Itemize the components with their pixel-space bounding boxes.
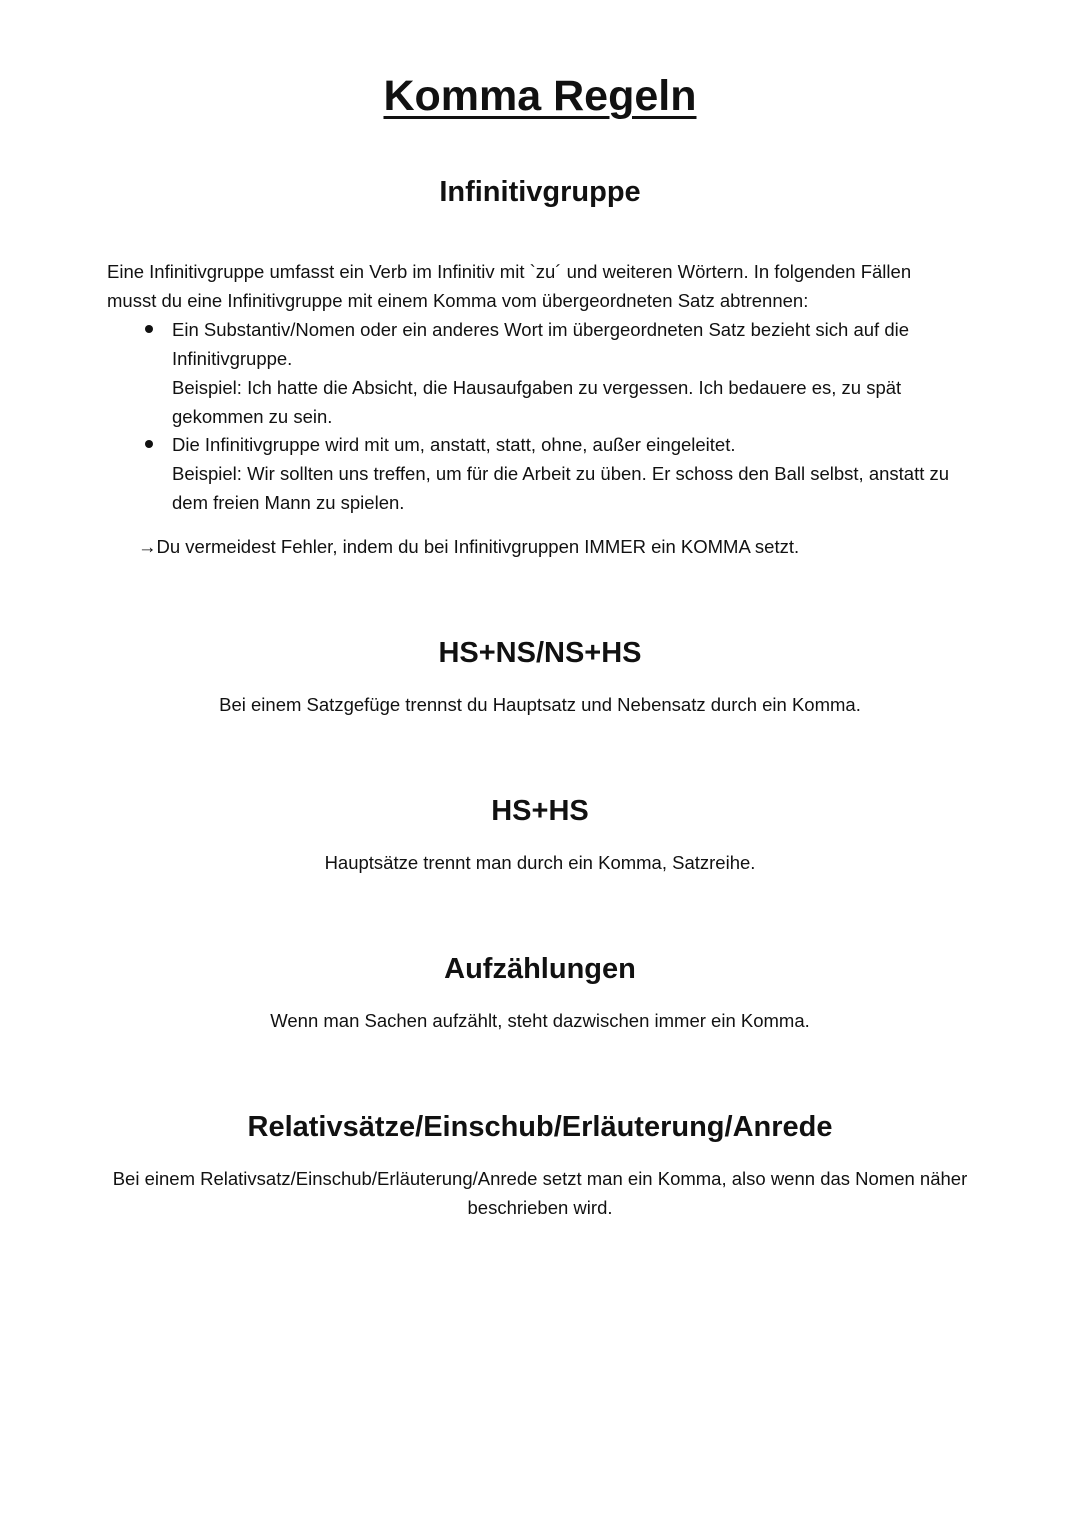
bullet-item-2 — [172, 430, 1052, 517]
bullet-dot — [145, 440, 153, 448]
relativ-text-line2: beschrieben wird. — [467, 1197, 613, 1218]
heading-relativsaetze: Relativsätze/Einschub/Erläuterung/Anrede — [247, 1111, 833, 1143]
heading-hs-ns: HS+NS/NS+HS — [438, 637, 642, 669]
hs-hs-text: Hauptsätze trennt man durch ein Komma, Satzreihe. — [324, 852, 756, 873]
bullet-1-line2: Infinitivgruppe. — [172, 348, 293, 369]
infinitiv-intro-line2: musst du eine Infinitivgruppe mit einem Komma vom übergeordneten Satz abtrennen: — [107, 290, 809, 311]
bullet-dot — [145, 325, 153, 333]
infinitiv-intro — [107, 257, 1027, 315]
bullet-1-line1: Ein Substantiv/Nomen oder ein anderes Wort im übergeordneten Satz bezieht sich auf die — [172, 319, 910, 340]
relativ-text — [0, 1164, 1080, 1222]
bullet-1-example-line2: gekommen zu sein. — [172, 406, 333, 427]
page-title-text: Komma Regeln — [383, 72, 697, 120]
heading-aufzaehlungen: Aufzählungen — [444, 953, 636, 985]
hs-ns-text: Bei einem Satzgefüge trennst du Hauptsatz und Nebensatz durch ein Komma. — [219, 694, 861, 715]
infinitiv-intro-line1: Eine Infinitivgruppe umfasst ein Verb im Infinitiv mit `zu´ und weiteren Wörtern. In folgenden Fällen — [107, 261, 912, 282]
heading-infinitivgruppe: Infinitivgruppe — [439, 176, 641, 208]
bullet-1-example-line1: Beispiel: Ich hatte die Absicht, die Hausaufgaben zu vergessen. Ich bedauere es, zu spät — [172, 377, 902, 398]
heading-hs-hs: HS+HS — [491, 795, 589, 827]
bullet-2-example-line2: dem freien Mann zu spielen. — [172, 492, 405, 513]
bullet-item-1 — [172, 315, 1032, 431]
bullet-2-example-line1: Beispiel: Wir sollten uns treffen, um für die Arbeit zu üben. Er schoss den Ball selbst, anstatt zu — [172, 463, 950, 484]
infinitiv-tip: →Du vermeidest Fehler, indem du bei Infinitivgruppen IMMER ein KOMMA setzt. — [138, 536, 800, 557]
page-title — [0, 70, 1080, 122]
bullet-2-line1: Die Infinitivgruppe wird mit um, anstatt, statt, ohne, außer eingeleitet. — [172, 434, 736, 455]
aufzaehlungen-text: Wenn man Sachen aufzählt, steht dazwischen immer ein Komma. — [270, 1010, 810, 1031]
relativ-text-line1: Bei einem Relativsatz/Einschub/Erläuterung/Anrede setzt man ein Komma, also wenn das Nomen näher — [112, 1168, 968, 1189]
